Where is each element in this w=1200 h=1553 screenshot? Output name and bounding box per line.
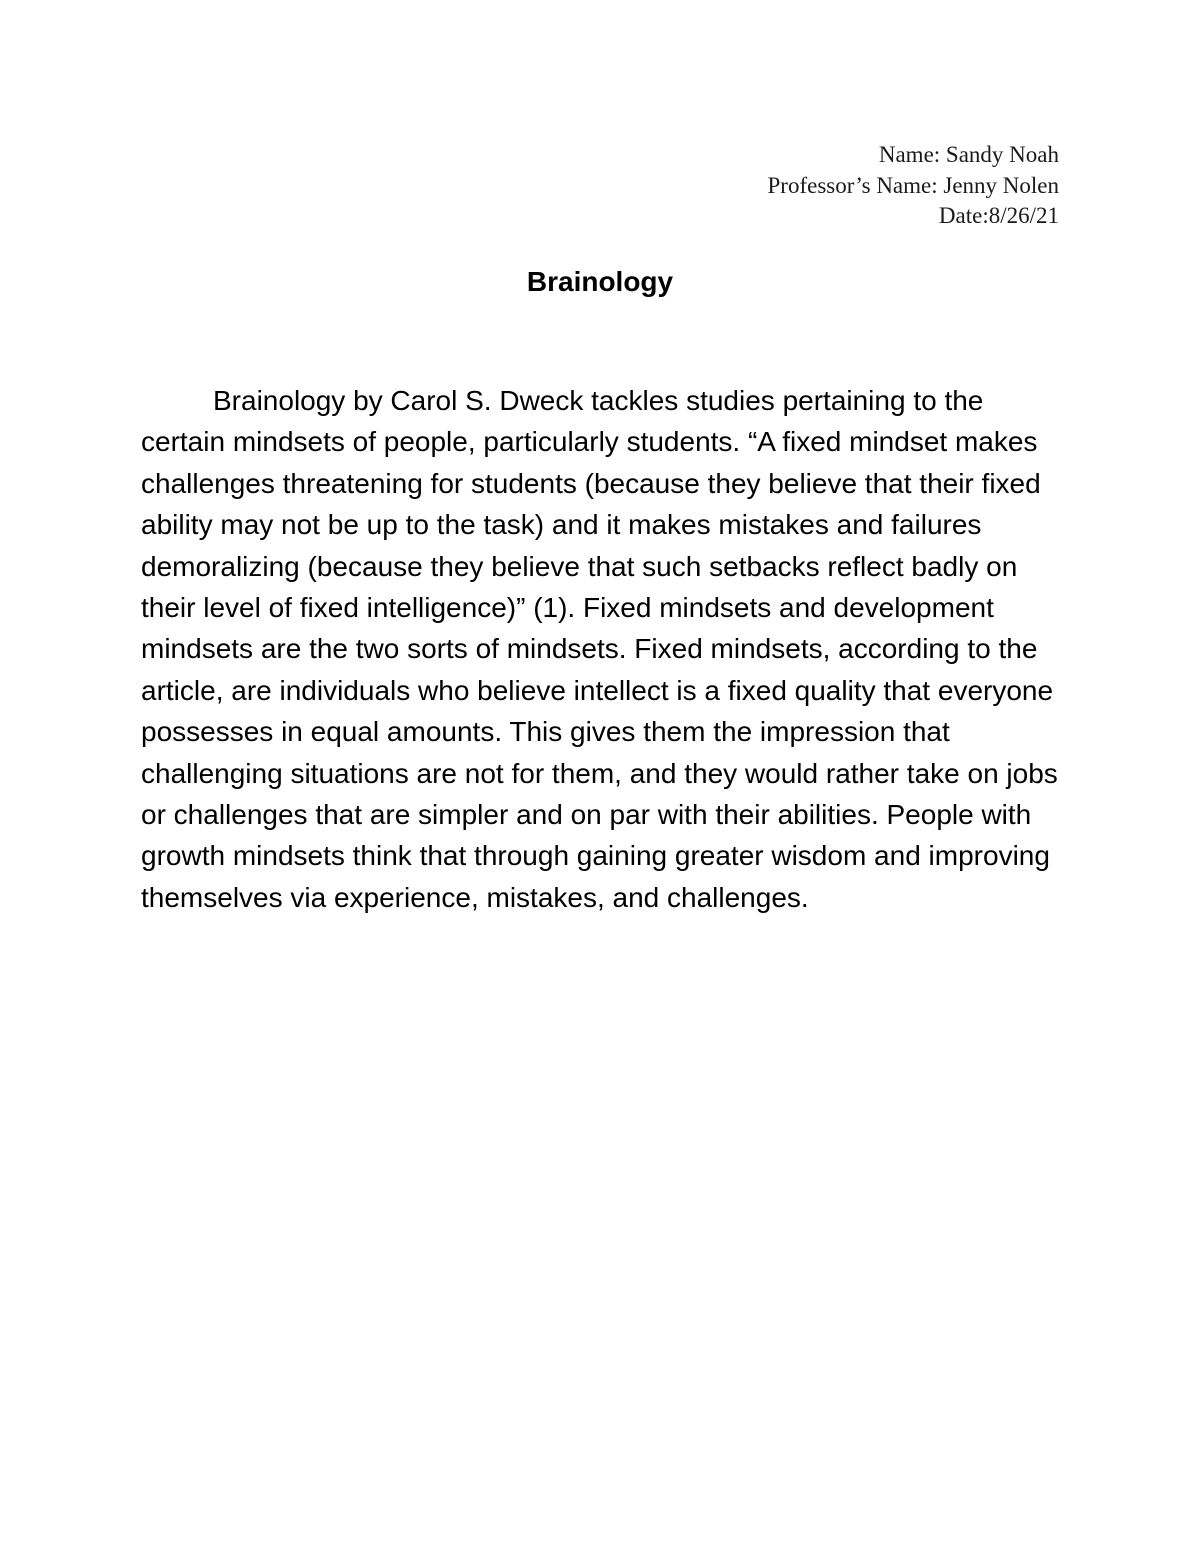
body-paragraph: Brainology by Carol S. Dweck tackles studies pertaining to the certain mindsets of people, particularly students. “A fixed mindset makes challenges threatening for students (because they believe that their fixed ability may not be up to the task) and it makes mistakes and failures demoralizing (because they believe that such setbacks reflect badly on their level of fixed intelligence)” (1). Fixed mindsets and development mindsets are the two sorts of mindsets. Fixed mindsets, according to the article, are individuals who believe intellect is a fixed quality that everyone possesses in equal amounts. This gives them the impression that challenging situations are not for them, and they would rather take on jobs or challenges that are simpler and on par with their abilities. People with growth mindsets think that through gaining greater wisdom and improving themselves via experience, mistakes, and challenges. [141, 385, 1058, 913]
student-info-header [768, 140, 1060, 232]
student-name: Name: Sandy Noah [878, 142, 1059, 167]
date: Date:8/26/21 [938, 203, 1059, 228]
professor-name: Professor’s Name: Jenny Nolen [767, 172, 1059, 198]
document-title: Brainology [526, 266, 674, 297]
